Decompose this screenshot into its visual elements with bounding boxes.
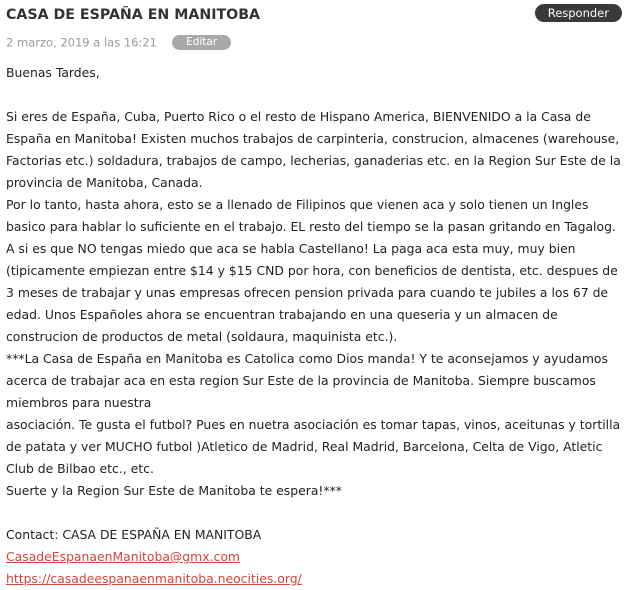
paragraph-association-2: asociación. Te gusta el futbol? Pues en nuetra asociación es tomar tapas, vinos, aceitunas y tortilla de patata y ver MUCHO futbol )Atletico de Madrid, Real Madrid, Barcelona, Celta de Vigo, Atletic Club de Bilbao etc., etc. [6, 417, 621, 476]
comment-author: CASA DE ESPAÑA EN MANITOBA [6, 7, 261, 23]
paragraph-welcome: Si eres de España, Cuba, Puerto Rico o el resto de Hispano America, BIENVENIDO a la Casa de España en Manitoba! Existen muchos trabajos de carpinteria, construcion, almacenes (warehouse, Factorias etc.) soldadura, trabajos de campo, lecherias, ganaderias etc. en la Region Sur Este de la provincia de Manitoba, Canada. [6, 109, 621, 190]
paragraph-association-1: ***La Casa de España en Manitoba es Catolica como Dios manda! Y te aconsejamos y ayudamos acerca de trabajar aca en esta region Sur Este de la provincia de Manitoba. Siempre buscamos miembros para nuestra [6, 351, 608, 410]
paragraph-work: Por lo tanto, hasta ahora, esto se a llenado de Filipinos que vienen aca y solo tienen un Ingles basico para hablar lo suficiente en el trabajo. EL resto del tiempo se la pasan gritando en Tagalog. A si es que NO tengas miedo que aca se habla Castellano! La paga aca esta muy, muy bien (tipicamente empiezan entre $14 y $15 CND por hora, con beneficios de dentista, etc. despues de 3 meses de trabajar y unas empresas ofrecen pension privada para cuando te jubiles a los 67 de edad. Unos Españoles ahora se encuentran trabajando en una queseria y un almacen de construcion de productos de metal (soldaura, maquinista etc.). [6, 197, 618, 344]
comment-header [6, 0, 624, 28]
closing-text: Suerte y la Region Sur Este de Manitoba te espera!*** [6, 483, 342, 498]
edit-button[interactable]: Editar [172, 35, 231, 50]
paragraph-spacer [6, 84, 624, 106]
comment-date[interactable]: 2 marzo, 2019 a las 16:21 [6, 35, 157, 50]
contact-text: Contact: CASA DE ESPAÑA EN MANITOBA [6, 527, 262, 542]
website-link[interactable]: https://casadeespanaenmanitoba.neocities.org/ [6, 571, 302, 586]
comment-body [6, 62, 624, 590]
greeting-text: Buenas Tardes, [6, 65, 100, 80]
paragraph-spacer [6, 502, 624, 524]
comment-meta [6, 32, 624, 54]
email-link[interactable]: CasadeEspanaenManitoba@gmx.com [6, 549, 240, 564]
reply-button[interactable]: Responder [535, 4, 622, 22]
